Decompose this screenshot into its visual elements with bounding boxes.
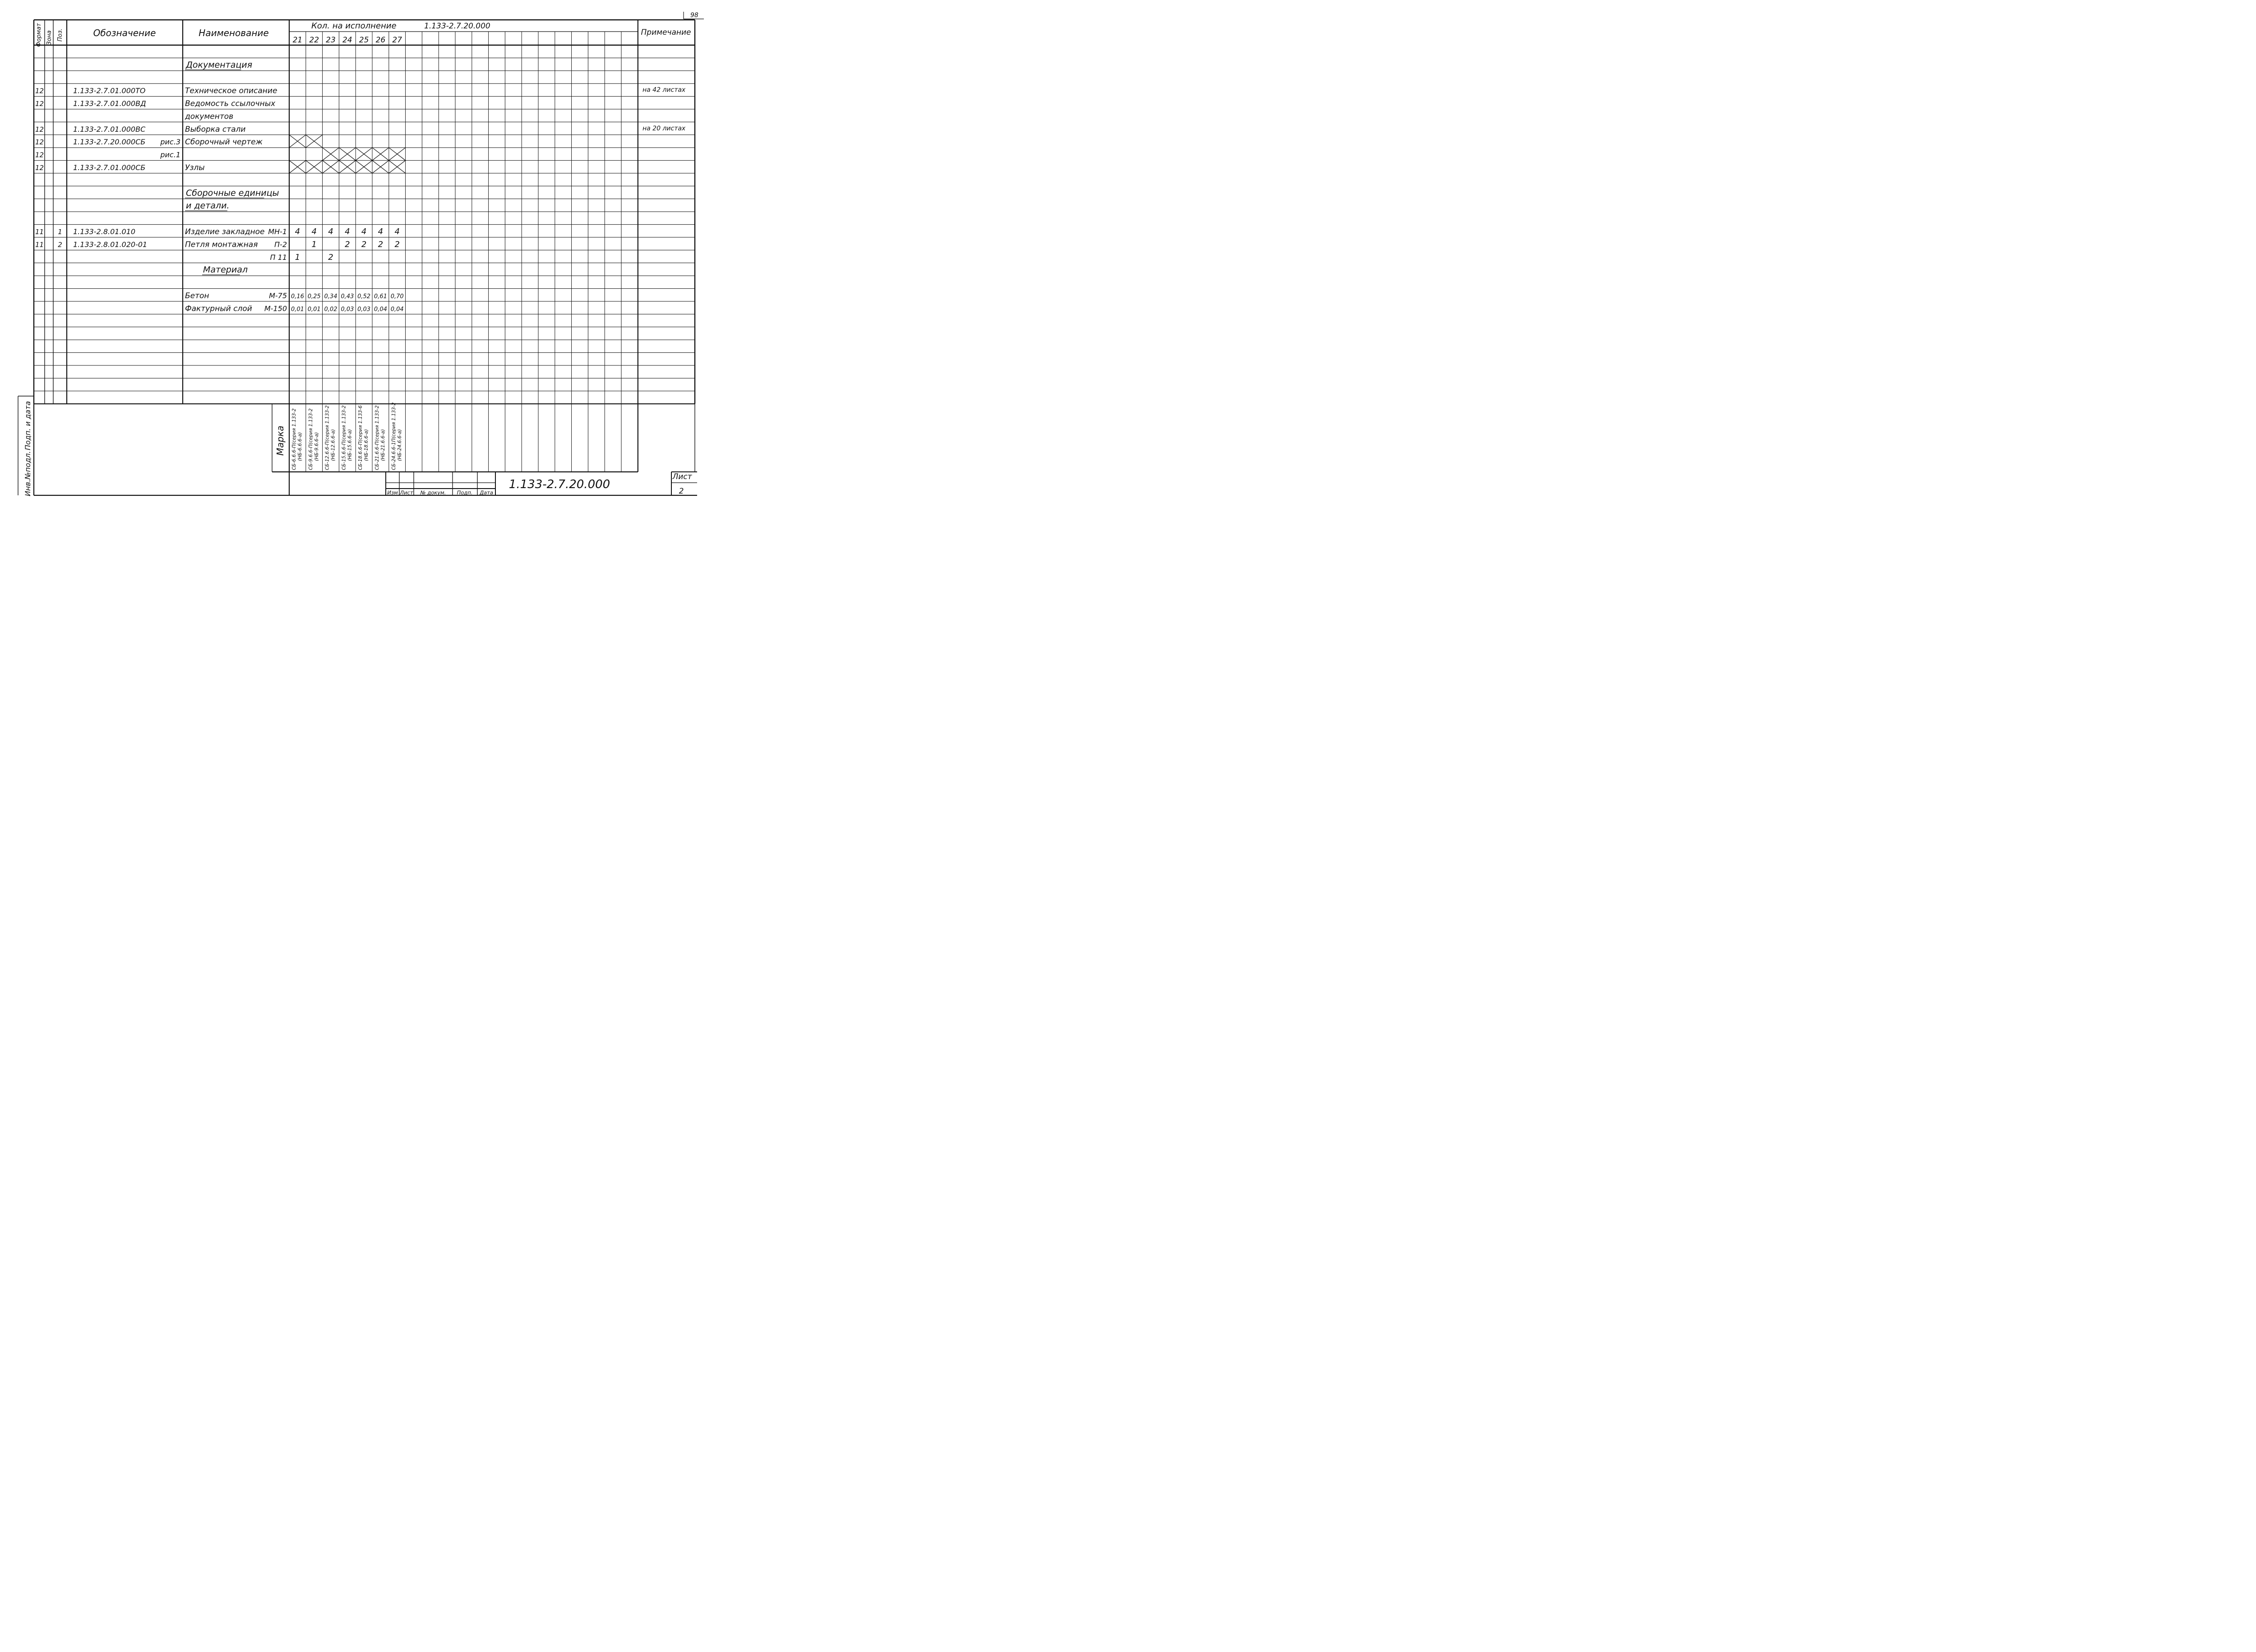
qty-cell: 4	[328, 227, 333, 236]
header-format: Формат	[36, 23, 42, 47]
qty-cell: 1	[295, 252, 300, 262]
table-row	[35, 227, 400, 236]
section-heading: и детали.	[186, 201, 230, 211]
title-block-col-label: Изм	[387, 489, 398, 496]
variant-header: 25	[359, 36, 369, 45]
table-row	[185, 201, 229, 211]
qty-cell: 0,04	[374, 306, 387, 313]
row-pos: 2	[58, 240, 62, 249]
header-zone: Зона	[46, 30, 53, 45]
header-pos: Поз.	[57, 28, 64, 42]
title-block-doc-code: 1.133-2.7.20.000	[509, 478, 610, 491]
row-name-mark: П-2	[274, 240, 287, 249]
marka-item-line1: СБ-21.6.6-П(серия 1.133-2	[374, 405, 380, 470]
row-designation: 1.133-2.7.01.000СБ	[73, 163, 146, 172]
title-block-sheet-no: 2	[679, 487, 684, 496]
variant-header: 22	[309, 36, 319, 45]
title-block-col-label: № докум.	[420, 489, 446, 496]
qty-cell: 0,16	[291, 293, 304, 300]
row-format: 11	[35, 228, 44, 236]
row-format: 12	[35, 125, 44, 134]
row-pos: 1	[58, 228, 62, 236]
marka-item-line2: (НБ-18.6.6-а)	[364, 429, 370, 461]
row-name-mark: П 11	[270, 253, 287, 262]
marka-item-line1: СБ-12.6.6-П(серия 1.133-2	[324, 405, 330, 470]
qty-cell: 2	[394, 240, 400, 249]
qty-cell: 0,02	[324, 306, 337, 313]
row-format: 12	[35, 164, 44, 172]
marka-item-line1: СБ-24.6.6-1П(серия 1.133-2	[391, 402, 397, 470]
variant-header: 21	[292, 36, 303, 45]
marka-item-line2: (НБ-21.6.6-а)	[380, 429, 386, 461]
qty-cell: 0,03	[357, 306, 371, 313]
qty-cell: 0,03	[341, 306, 354, 313]
row-designation: 1.133-2.8.01.020-01	[73, 240, 148, 249]
marka-item-line2: (НБ-6.6.6-а)	[297, 432, 303, 461]
row-name: Выборка стали	[185, 125, 246, 134]
table-row	[185, 304, 404, 313]
marka-label: Марка	[275, 425, 286, 456]
row-designation-suffix: рис.3	[160, 138, 180, 147]
row-name-mark: МН-1	[268, 227, 287, 236]
header-name: Наименование	[199, 28, 269, 38]
row-name: Сборочный чертеж	[185, 138, 263, 147]
marka-block	[275, 402, 402, 470]
qty-cell: 0,04	[390, 306, 404, 313]
row-designation: 1.133-2.8.01.010	[73, 227, 136, 236]
header-note: Примечание	[641, 28, 691, 37]
row-designation: 1.133-2.7.01.000ВС	[73, 125, 146, 134]
header-qty-title: Кол. на исполнение	[311, 21, 397, 31]
qty-cell: 2	[361, 240, 367, 249]
table-row	[270, 253, 333, 262]
variant-header: 26	[375, 36, 386, 45]
marka-item-line2: (НБ-9.6.6-а)	[314, 432, 319, 461]
table-row	[35, 163, 205, 172]
section-heading: Документация	[186, 60, 253, 70]
section-heading: Сборочные единицы	[186, 188, 279, 198]
side-stamp-inv: Инв.№подл.	[23, 451, 32, 496]
table-row	[35, 240, 400, 249]
qty-cell: 2	[345, 240, 350, 249]
row-name: Узлы	[185, 163, 205, 172]
qty-cell: 1	[311, 240, 317, 249]
header-designation: Обозначение	[93, 28, 156, 38]
qty-cell: 0,01	[307, 306, 321, 313]
table-row	[202, 265, 248, 275]
title-block-sheet-label: Лист	[672, 472, 692, 481]
qty-cell: 4	[345, 227, 350, 236]
corner-sheet-number: 98	[690, 12, 698, 19]
crossed-cells	[289, 135, 406, 173]
marka-item-line1: СБ-18.6.6-П(серия 1.133-6	[358, 405, 364, 470]
row-name-mark: М-150	[264, 304, 287, 313]
row-name: Бетон	[185, 291, 209, 300]
qty-cell: 0,52	[357, 293, 371, 300]
row-format: 12	[35, 151, 44, 159]
qty-cell: 4	[378, 227, 384, 236]
section-heading: Материал	[203, 265, 248, 275]
table-row	[185, 188, 279, 198]
qty-cell: 4	[394, 227, 400, 236]
row-designation: 1.133-2.7.20.000СБ	[73, 138, 146, 147]
table-row	[35, 138, 263, 147]
row-format: 12	[35, 87, 44, 95]
marka-item-line1: СБ-6.6.6-П(серия 1.133-2	[291, 408, 297, 470]
title-block-col-label: Лист	[400, 489, 413, 496]
row-designation: 1.133-2.7.01.000ВД	[73, 99, 146, 108]
qty-cell: 0,01	[291, 306, 304, 313]
qty-cell: 0,34	[324, 293, 337, 300]
qty-cell: 0,25	[307, 293, 321, 300]
side-stamp-sign: Подп. и дата	[23, 401, 32, 450]
qty-cell: 0,61	[374, 293, 387, 300]
title-block-col-label: Дата	[480, 489, 493, 496]
qty-cell: 4	[295, 227, 300, 236]
row-name: Фактурный слой	[185, 304, 252, 314]
table-row	[185, 60, 252, 70]
title-block-col-label: Подп.	[457, 489, 473, 496]
variant-header: 24	[342, 36, 352, 45]
qty-cell: 4	[311, 227, 317, 236]
row-note: на 20 листах	[643, 125, 686, 132]
row-designation-suffix: рис.1	[160, 150, 180, 159]
row-name: Изделие закладное	[185, 227, 265, 236]
row-name: Петля монтажная	[185, 240, 258, 249]
row-format: 11	[35, 240, 44, 249]
row-name-mark: М-75	[269, 291, 287, 300]
qty-cell: 2	[328, 252, 333, 262]
row-name: документов	[185, 112, 234, 121]
header-qty-code: 1.133-2.7.20.000	[424, 22, 490, 31]
marka-item-line2: (НБ-15.6.6-а)	[347, 429, 353, 461]
marka-item-line2: (НБ-12.6.6-а)	[330, 429, 336, 461]
row-designation: 1.133-2.7.01.000ТО	[73, 86, 146, 95]
marka-item-line2: (НБ-24.6.6-а)	[397, 429, 402, 461]
variant-headers	[293, 36, 402, 45]
row-name: Техническое описание	[185, 86, 277, 96]
table-row	[185, 291, 404, 300]
table-row	[185, 112, 233, 121]
marka-item-line1: СБ-15.6.6-П(серия 1.133-2	[341, 405, 347, 470]
row-name: Ведомость ссылочных	[185, 99, 276, 108]
row-format: 12	[35, 100, 44, 108]
variant-header: 23	[326, 36, 336, 45]
variant-header: 27	[392, 36, 402, 45]
table-row	[35, 151, 180, 159]
qty-cell: 2	[378, 240, 384, 249]
table-row	[35, 99, 276, 108]
marka-item-line1: СБ-9.6.6-П(серия 1.133-2	[308, 408, 314, 470]
row-format: 12	[35, 138, 44, 147]
qty-cell: 0,70	[390, 293, 404, 300]
row-note: на 42 листах	[643, 86, 686, 94]
qty-cell: 4	[361, 227, 367, 236]
qty-cell: 0,43	[341, 293, 354, 300]
drawing-sheet	[0, 0, 704, 512]
